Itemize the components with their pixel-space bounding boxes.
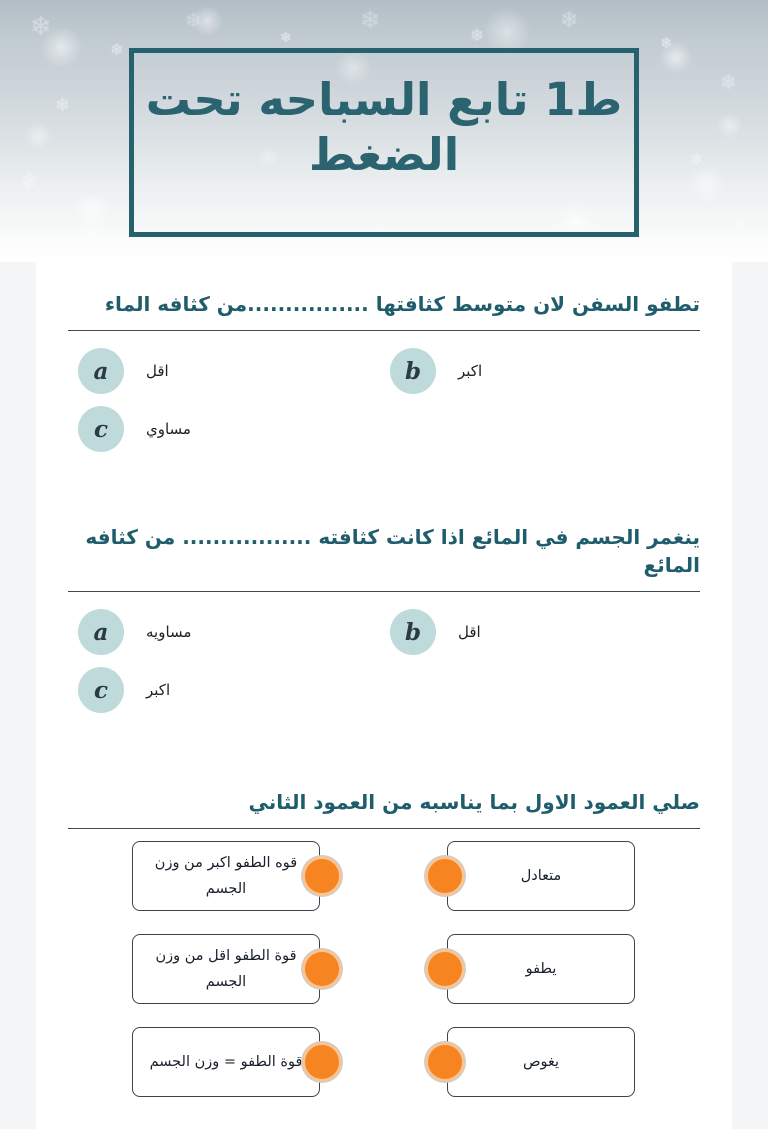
option-c-label: مساوي	[146, 420, 191, 438]
option-a-label: مساويه	[146, 623, 192, 641]
question-1-option-b[interactable]	[390, 345, 700, 397]
match-left-item-1-label: قوه الطفو اكبر من وزن الجسم	[154, 855, 298, 898]
question-1-options	[68, 345, 700, 455]
match-left-item-1[interactable]	[132, 841, 320, 911]
question-2	[68, 523, 700, 716]
question-2-option-c[interactable]	[78, 664, 390, 716]
option-b-letter: b	[404, 357, 422, 385]
option-c-letter: c	[93, 415, 108, 443]
match-right-item-2[interactable]	[447, 934, 635, 1004]
option-a-badge	[78, 348, 124, 394]
match-left-item-2[interactable]	[132, 934, 320, 1004]
snowflake-icon	[20, 170, 38, 195]
option-a-letter: a	[93, 357, 109, 385]
worksheet-title-line-1: ط1 تابع السباحه تحت	[145, 73, 623, 126]
connector-dot[interactable]	[302, 1042, 342, 1082]
snowflake-icon	[110, 40, 123, 59]
matching-divider	[68, 828, 700, 829]
snowflake-icon	[30, 12, 52, 42]
matching-row-2	[132, 934, 700, 1004]
question-2-option-b[interactable]	[390, 606, 700, 658]
snowflake-icon	[185, 8, 202, 32]
question-1-option-a[interactable]	[78, 345, 390, 397]
option-c-letter: c	[93, 676, 108, 704]
match-right-item-1[interactable]	[447, 841, 635, 911]
snow-header-banner	[0, 0, 768, 262]
snowflake-icon	[85, 225, 97, 241]
connector-dot[interactable]	[302, 856, 342, 896]
option-b-label: اكبر	[458, 362, 483, 380]
snowflake-icon	[660, 34, 673, 52]
option-a-badge	[78, 609, 124, 655]
match-left-item-2-label: قوة الطفو اقل من وزن الجسم	[155, 948, 297, 991]
question-2-divider	[68, 591, 700, 592]
connector-dot[interactable]	[425, 949, 465, 989]
option-b-badge	[390, 348, 436, 394]
option-a-label: اقل	[146, 362, 169, 380]
question-2-text: ينغمر الجسم في المائع اذا كانت كثافته ................. من كثافه المائع	[85, 525, 700, 577]
option-a-letter: a	[93, 618, 109, 646]
connector-dot[interactable]	[425, 1042, 465, 1082]
matching-rows	[68, 841, 700, 1097]
match-right-item-3-label: يغوص	[522, 1054, 560, 1071]
match-right-item-2-label: يطفو	[525, 961, 557, 978]
matching-question	[68, 788, 700, 1097]
matching-row-1	[132, 841, 700, 911]
match-left-item-3-label: قوة الطفو = وزن الجسم	[149, 1054, 303, 1071]
snowflake-icon	[720, 70, 737, 94]
question-2-option-a[interactable]	[78, 606, 390, 658]
worksheet-title-line-2: الضغط	[308, 127, 460, 181]
option-c-badge	[78, 667, 124, 713]
snowflake-icon	[55, 95, 70, 116]
question-1-option-c[interactable]	[78, 403, 390, 455]
question-1-divider	[68, 330, 700, 331]
option-b-letter: b	[404, 618, 422, 646]
option-c-badge	[78, 406, 124, 452]
option-c-label: اكبر	[146, 681, 171, 699]
question-1	[68, 290, 700, 455]
connector-dot[interactable]	[302, 949, 342, 989]
snowflake-icon	[280, 30, 292, 46]
connector-dot[interactable]	[425, 856, 465, 896]
match-right-item-1-label: متعادل	[520, 868, 562, 885]
matching-row-3	[132, 1027, 700, 1097]
match-left-item-3[interactable]	[132, 1027, 320, 1097]
worksheet-card	[36, 262, 732, 1129]
worksheet-title-box	[129, 48, 639, 237]
matching-heading: صلي العمود الاول بما يناسبه من العمود الثاني	[248, 790, 700, 814]
snowflake-icon	[735, 215, 746, 230]
snowflake-icon	[470, 26, 484, 46]
snowflake-icon	[690, 150, 703, 169]
option-b-label: اقل	[458, 623, 481, 641]
option-b-badge	[390, 609, 436, 655]
question-2-options	[68, 606, 700, 716]
match-right-item-3[interactable]	[447, 1027, 635, 1097]
question-1-text: تطفو السفن لان متوسط كثافتها ................من كثافه الماء	[104, 292, 700, 316]
snowflake-icon	[360, 6, 380, 34]
snowflake-icon	[560, 8, 578, 33]
